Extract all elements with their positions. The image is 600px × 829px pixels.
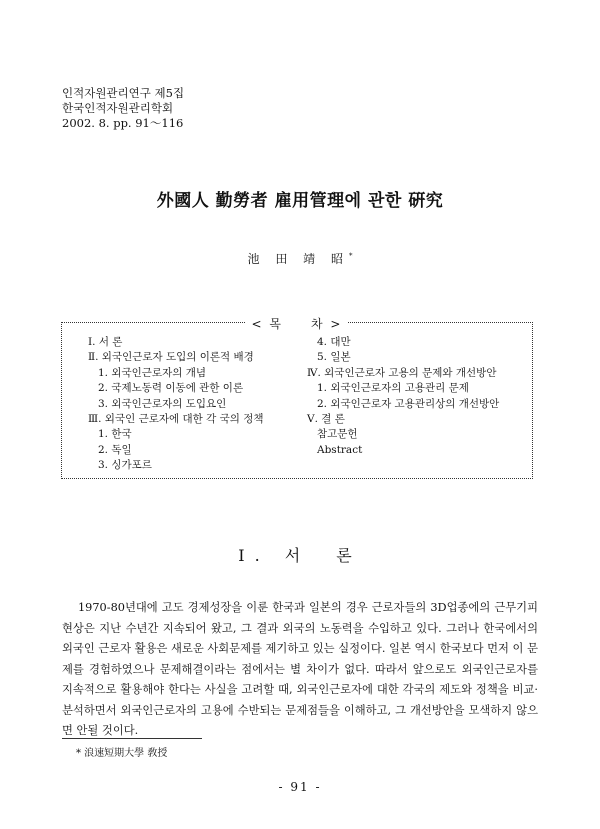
toc-item: Ⅲ. 외국인 근로자에 대한 각 국의 정책 xyxy=(88,413,264,426)
footnote: * 浪速短期大學 敎授 xyxy=(76,748,168,759)
journal-header xyxy=(62,86,184,131)
society-name: 한국인적자원관리학회 xyxy=(62,101,174,115)
toc-item: 4. 대만 xyxy=(317,336,351,348)
toc-item: Ⅰ. 서 론 xyxy=(88,336,123,348)
footnote-divider xyxy=(62,738,202,739)
table-of-contents xyxy=(61,317,533,479)
toc-right-column xyxy=(307,335,499,458)
issue-info: 2002. 8. pp. 91～116 xyxy=(62,116,184,130)
toc-item: 참고문헌 xyxy=(317,428,358,441)
body-text xyxy=(62,598,538,742)
toc-item: 1. 한국 xyxy=(98,428,132,441)
author-line xyxy=(0,250,600,267)
page-number: - 91 - xyxy=(278,780,322,794)
paper-title: 外國人 勤勞者 雇用管理에 관한 硏究 xyxy=(156,191,444,211)
toc-heading-wrap xyxy=(62,313,532,332)
toc-item: Ⅴ. 결 론 xyxy=(307,413,345,426)
toc-item: Ⅱ. 외국인근로자 도입의 이론적 배경 xyxy=(88,351,254,364)
toc-item: 2. 독일 xyxy=(98,443,132,456)
toc-item: Ⅳ. 외국인근로자 고용의 문제와 개선방안 xyxy=(307,366,497,379)
intro-paragraph: 1970-80년대에 고도 경제성장을 이룬 한국과 일본의 경우 근로자들의 3D업종에의 근무기피 현상은 지난 수년간 지속되어 왔고, 그 결과 외국의 노동력을 수입하고 있다. 그러나 한국에서의 외국인 근로자 활용은 새로운 사회문제를 제기하고 있는 실정이다. 일본 역시 한국보다 먼저 이 문제를 경험하였으나 문제해결이라는 점에서는 별 차이가 없다. 따라서 앞으로도 외국인근로자를 지속적으로 활용해야 한다는 사실을 고려할 때, 외국인근로자에 대한 각국의 제도와 정책을 비교·분석하면서 외국인근로자의 고용에 수반되는 문제점들을 이해하고, 그 개선방안을 모색하지 않으면 안될 것이다. xyxy=(62,601,538,737)
toc-item: 2. 외국인근로자 고용관리상의 개선방안 xyxy=(317,397,500,410)
toc-item: 3. 외국인근로자의 도입요인 xyxy=(98,397,227,410)
toc-item: 1. 외국인근로자의 고용관리 문제 xyxy=(317,382,469,395)
section-heading: Ⅰ. 서 론 xyxy=(238,546,362,565)
journal-name: 인적자원관리연구 제5집 xyxy=(62,86,185,100)
toc-item: Abstract xyxy=(317,443,363,456)
author-footnote-mark: * xyxy=(348,252,353,260)
toc-left-column xyxy=(88,335,264,474)
author-name: 池 田 靖 昭 xyxy=(247,252,349,266)
toc-item: 1. 외국인근로자의 개념 xyxy=(98,366,206,379)
toc-heading: < 목 차 > xyxy=(246,317,349,331)
toc-item: 2. 국제노동력 이동에 관한 이론 xyxy=(98,382,244,395)
toc-item: 5. 일본 xyxy=(317,351,351,364)
toc-item: 3. 싱가포르 xyxy=(98,459,152,472)
